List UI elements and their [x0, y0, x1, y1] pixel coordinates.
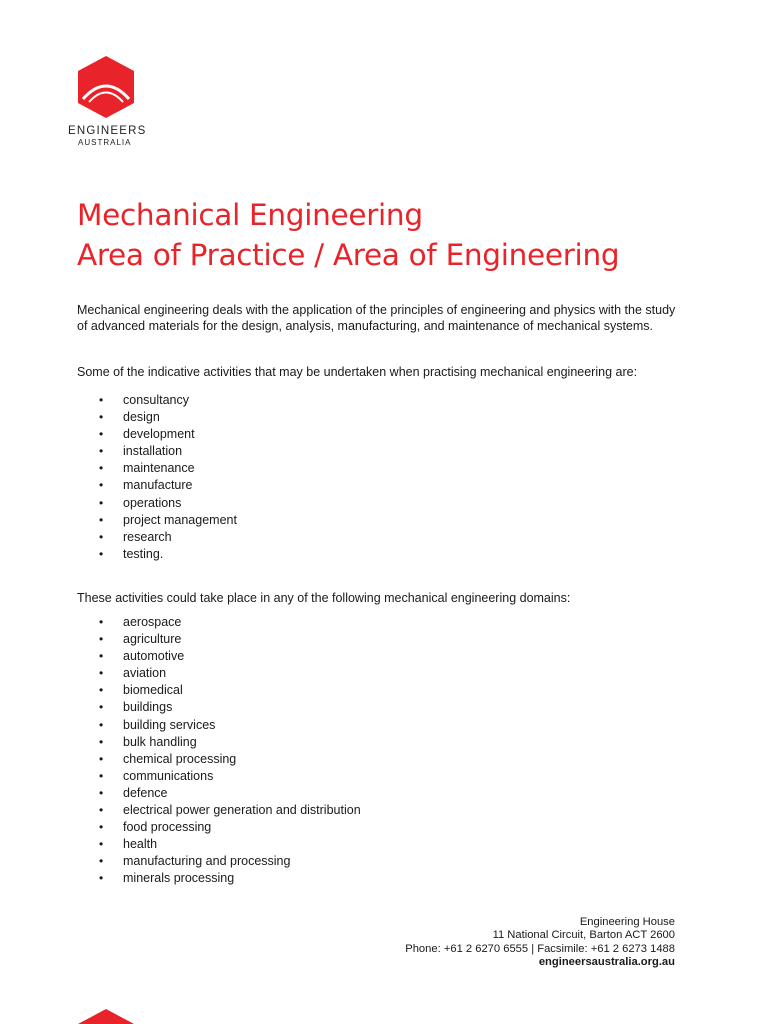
- footer-street: 11 National Circuit, Barton ACT 2600: [492, 929, 675, 942]
- footer-phone: Phone: +61 2 6270 6555 | Facsimile: +61 2 6273 1488: [405, 942, 675, 955]
- list-item: • design: [77, 409, 237, 426]
- hexagon-logo-partial-icon: [78, 1008, 134, 1024]
- list-item: • manufacturing and processing: [77, 853, 361, 870]
- list-item: • communications: [77, 768, 361, 785]
- list-item: • consultancy: [77, 392, 237, 409]
- list-item: • bulk handling: [77, 734, 361, 751]
- list-item: • automotive: [77, 648, 361, 665]
- title-line-2: Area of Practice / Area of Engineering: [77, 238, 620, 272]
- list-item: • agriculture: [77, 631, 361, 648]
- list-item: • defence: [77, 785, 361, 802]
- list-item: • installation: [77, 443, 237, 460]
- title-line-1: Mechanical Engineering: [77, 198, 423, 232]
- list-item: • aerospace: [77, 614, 361, 631]
- list-item: • manufacture: [77, 477, 237, 494]
- footer-website-link[interactable]: engineersaustralia.org.au: [538, 956, 675, 969]
- logo-wordmark-australia: AUSTRALIA: [78, 138, 132, 147]
- activities-intro: Some of the indicative activities that may be undertaken when practising mechanical engineering are:: [77, 365, 638, 379]
- intro-paragraph: Mechanical engineering deals with the application of the principles of engineering and physics with the study of advanced materials for the design, analysis, manufacturing, and maintenance of mechanical systems.: [77, 303, 676, 333]
- engineers-australia-logo: [62, 55, 152, 147]
- domains-list: [77, 614, 361, 888]
- activities-list: [77, 392, 237, 563]
- list-item: • electrical power generation and distribution: [77, 802, 361, 819]
- list-item: • project management: [77, 512, 237, 529]
- list-item: • food processing: [77, 819, 361, 836]
- list-item: • testing.: [77, 546, 237, 563]
- logo-wordmark-engineers: ENGINEERS: [68, 125, 147, 137]
- list-item: • aviation: [77, 665, 361, 682]
- list-item: • health: [77, 836, 361, 853]
- page-title: [77, 195, 619, 275]
- list-item: • biomedical: [77, 682, 361, 699]
- list-item: • buildings: [77, 699, 361, 716]
- list-item: • minerals processing: [77, 870, 361, 887]
- hexagon-logo-icon: [77, 55, 135, 119]
- list-item: • building services: [77, 717, 361, 734]
- list-item: • operations: [77, 495, 237, 512]
- list-item: • research: [77, 529, 237, 546]
- list-item: • chemical processing: [77, 751, 361, 768]
- footer-address: [405, 916, 675, 970]
- list-item: • development: [77, 426, 237, 443]
- domains-intro: These activities could take place in any of the following mechanical engineering domains:: [77, 591, 571, 605]
- list-item: • maintenance: [77, 460, 237, 477]
- footer-building: Engineering House: [579, 916, 675, 928]
